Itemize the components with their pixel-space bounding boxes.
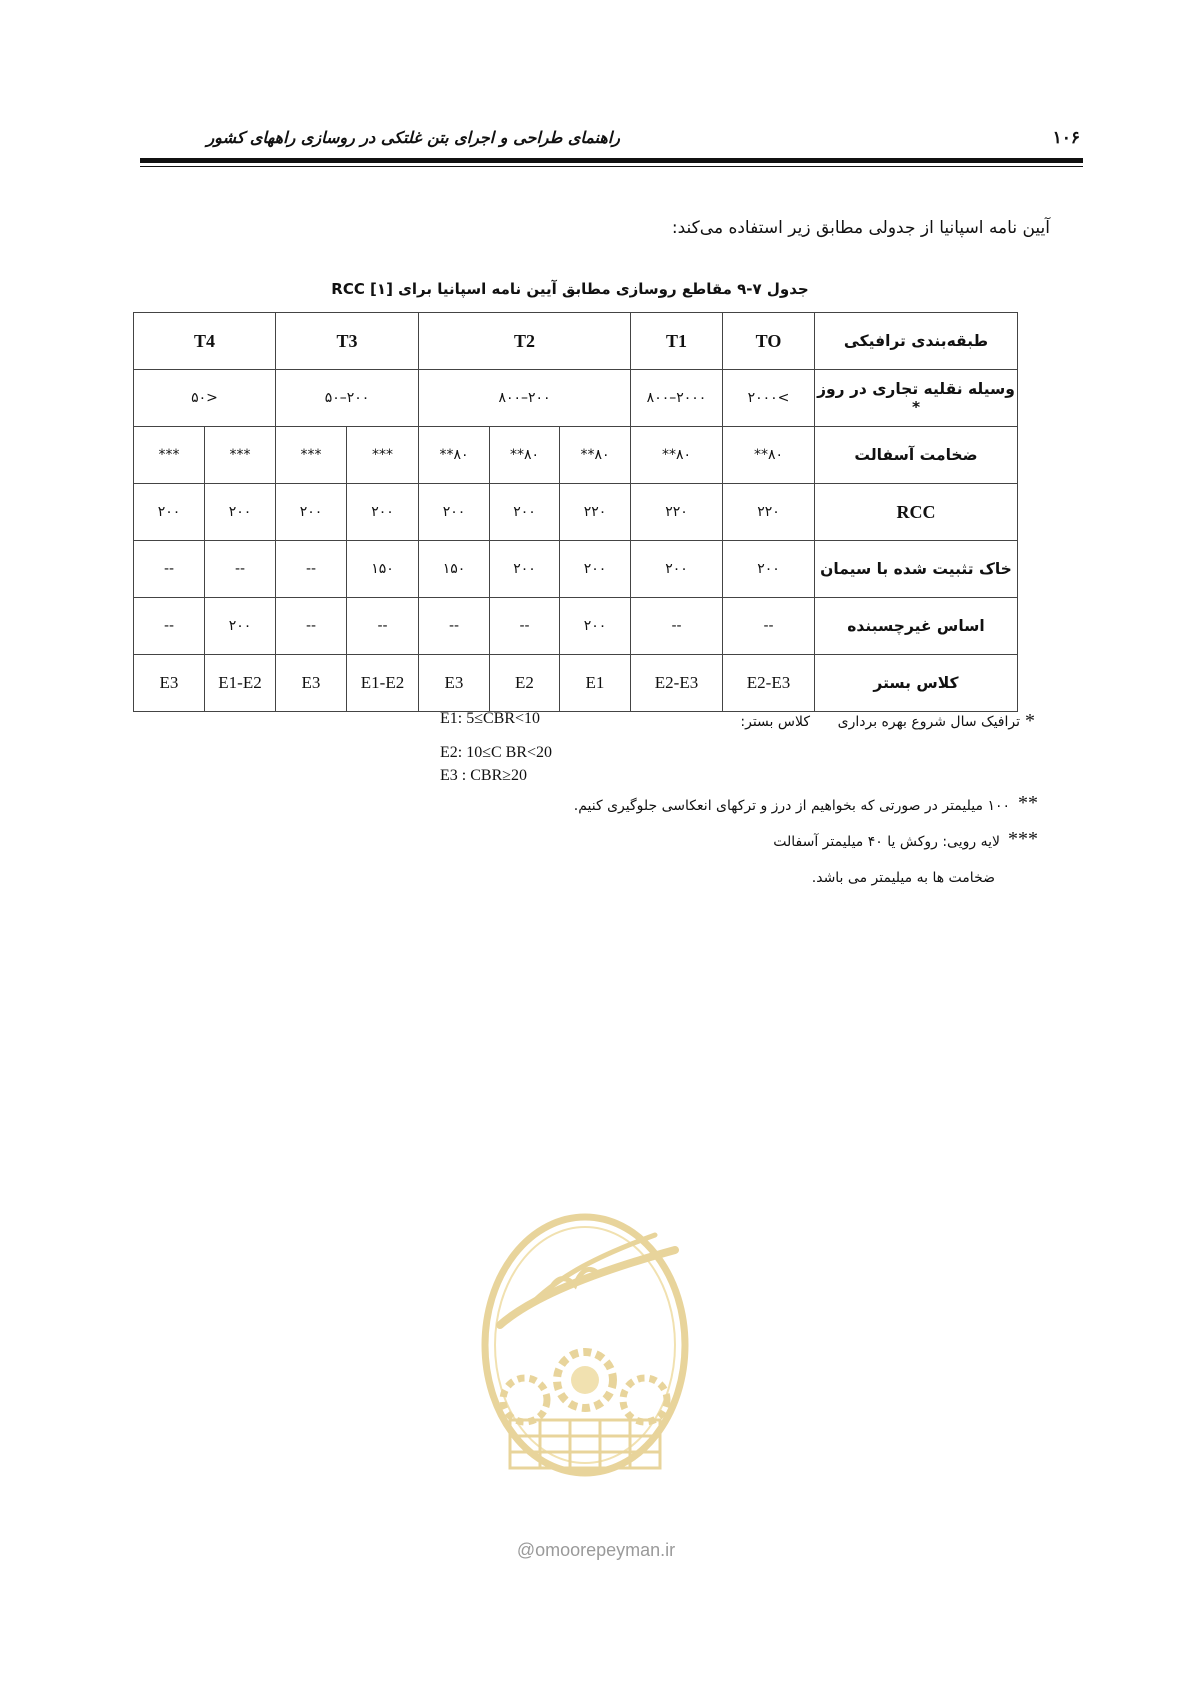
- row-rcc: [134, 484, 1018, 541]
- row-label-cement-soil: خاک تثبیت شده با سیمان: [815, 541, 1018, 598]
- asphalt-cell: ***: [347, 427, 419, 484]
- unbound-base-cell: --: [723, 598, 815, 655]
- intro-paragraph: آیین نامه اسپانیا از جدولی مطابق زیر استفاده می‌کند:: [671, 218, 1050, 238]
- unbound-base-cell: --: [347, 598, 419, 655]
- watermark-site: @omoorepeyman.ir: [516, 1540, 676, 1560]
- asphalt-cell: ۸۰**: [490, 427, 560, 484]
- asphalt-cell: ***: [276, 427, 347, 484]
- class-cell: T4: [134, 313, 276, 370]
- subgrade-cell: E1: [560, 655, 631, 712]
- asphalt-cell: ۸۰**: [631, 427, 723, 484]
- row-traffic-class: [134, 313, 1018, 370]
- vehicles-cell: <۵۰: [134, 370, 276, 427]
- subgrade-cell: E2-E3: [723, 655, 815, 712]
- unbound-base-cell: ۲۰۰: [205, 598, 276, 655]
- asphalt-cell: ***: [134, 427, 205, 484]
- subgrade-cell: E2: [490, 655, 560, 712]
- note1-star: *: [1025, 710, 1035, 732]
- rcc-cell: ۲۲۰: [560, 484, 631, 541]
- row-label-subgrade: کلاس بستر: [815, 655, 1018, 712]
- asphalt-cell: ***: [205, 427, 276, 484]
- rcc-cell: ۲۲۰: [723, 484, 815, 541]
- cement-soil-cell: ۱۵۰: [347, 541, 419, 598]
- row-vehicles: [134, 370, 1018, 427]
- rcc-cell: ۲۰۰: [205, 484, 276, 541]
- cement-soil-cell: ۲۰۰: [631, 541, 723, 598]
- row-subgrade: [134, 655, 1018, 712]
- note2-star: **: [1018, 792, 1038, 814]
- asphalt-cell: ۸۰**: [723, 427, 815, 484]
- table-caption: جدول ۷-۹ مقاطع روسازی مطابق آیین نامه اسپانیا برای RCC [۱]: [331, 280, 809, 298]
- subgrade-cell: E1-E2: [205, 655, 276, 712]
- note3-star: ***: [1008, 828, 1038, 850]
- subgrade-e2: E2: 10≤C BR<20: [440, 744, 553, 761]
- subgrade-label: کلاس بستر:: [740, 714, 810, 730]
- unbound-base-cell: --: [134, 598, 205, 655]
- vehicles-cell: >۲۰۰۰: [723, 370, 815, 427]
- unbound-base-cell: --: [419, 598, 490, 655]
- class-cell: T2: [419, 313, 631, 370]
- running-header-title: راهنمای طراحی و اجرای بتن غلتکی در روسازی راههای کشور: [206, 128, 620, 147]
- header-rule-thin: [140, 166, 1083, 167]
- cement-soil-cell: --: [134, 541, 205, 598]
- row-label-asphalt: ضخامت آسفالت: [815, 427, 1018, 484]
- note2-text: ۱۰۰ میلیمتر در صورتی که بخواهیم از درز و ترکهای انعکاسی جلوگیری کنیم.: [573, 798, 1010, 814]
- row-label-rcc: RCC: [815, 484, 1018, 541]
- unbound-base-cell: ۲۰۰: [560, 598, 631, 655]
- vehicles-cell: ۲۰۰–۸۰۰: [419, 370, 631, 427]
- pavement-sections-table: [133, 312, 1018, 712]
- row-label-vehicles: وسیله نقلیه تجاری در روز *: [815, 370, 1018, 427]
- subgrade-e3: E3 : CBR≥20: [440, 767, 528, 784]
- watermark-logo: [470, 1195, 700, 1495]
- unbound-base-cell: --: [276, 598, 347, 655]
- row-cement-soil: [134, 541, 1018, 598]
- rcc-cell: ۲۰۰: [419, 484, 490, 541]
- cement-soil-cell: ۲۰۰: [490, 541, 560, 598]
- subgrade-cell: E3: [276, 655, 347, 712]
- subgrade-cell: E1-E2: [347, 655, 419, 712]
- note3-text: لایه رویی: روکش یا ۴۰ میلیمتر آسفالت: [773, 834, 1000, 850]
- subgrade-cell: E3: [419, 655, 490, 712]
- cement-soil-cell: --: [205, 541, 276, 598]
- note1-text: ترافیک سال شروع بهره برداری: [837, 714, 1020, 730]
- asphalt-cell: ۸۰**: [560, 427, 631, 484]
- subgrade-cell: E3: [134, 655, 205, 712]
- class-cell: TO: [723, 313, 815, 370]
- subgrade-e1: E1: 5≤CBR<10: [440, 710, 541, 727]
- class-cell: T3: [276, 313, 419, 370]
- vehicles-cell: ۲۰۰–۵۰: [276, 370, 419, 427]
- cement-soil-cell: ۱۵۰: [419, 541, 490, 598]
- asphalt-cell: ۸۰**: [419, 427, 490, 484]
- watermark-emblem-icon: [470, 1195, 700, 1495]
- vehicles-cell: ۲۰۰۰–۸۰۰: [631, 370, 723, 427]
- class-cell: T1: [631, 313, 723, 370]
- cement-soil-cell: --: [276, 541, 347, 598]
- row-unbound-base: [134, 598, 1018, 655]
- page-number: ۱۰۶: [1052, 128, 1080, 148]
- rcc-cell: ۲۰۰: [490, 484, 560, 541]
- rcc-cell: ۲۰۰: [347, 484, 419, 541]
- row-label-unbound-base: اساس غیرچسبنده: [815, 598, 1018, 655]
- subgrade-cell: E2-E3: [631, 655, 723, 712]
- rcc-cell: ۲۰۰: [276, 484, 347, 541]
- note4-text: ضخامت ها به میلیمتر می باشد.: [811, 870, 995, 886]
- unbound-base-cell: --: [631, 598, 723, 655]
- rcc-cell: ۲۰۰: [134, 484, 205, 541]
- rcc-cell: ۲۲۰: [631, 484, 723, 541]
- unbound-base-cell: --: [490, 598, 560, 655]
- header-rule-thick: [140, 158, 1083, 163]
- row-asphalt: [134, 427, 1018, 484]
- cement-soil-cell: ۲۰۰: [560, 541, 631, 598]
- cement-soil-cell: ۲۰۰: [723, 541, 815, 598]
- row-label-traffic-class: طبقه‌بندی ترافیکی: [815, 313, 1018, 370]
